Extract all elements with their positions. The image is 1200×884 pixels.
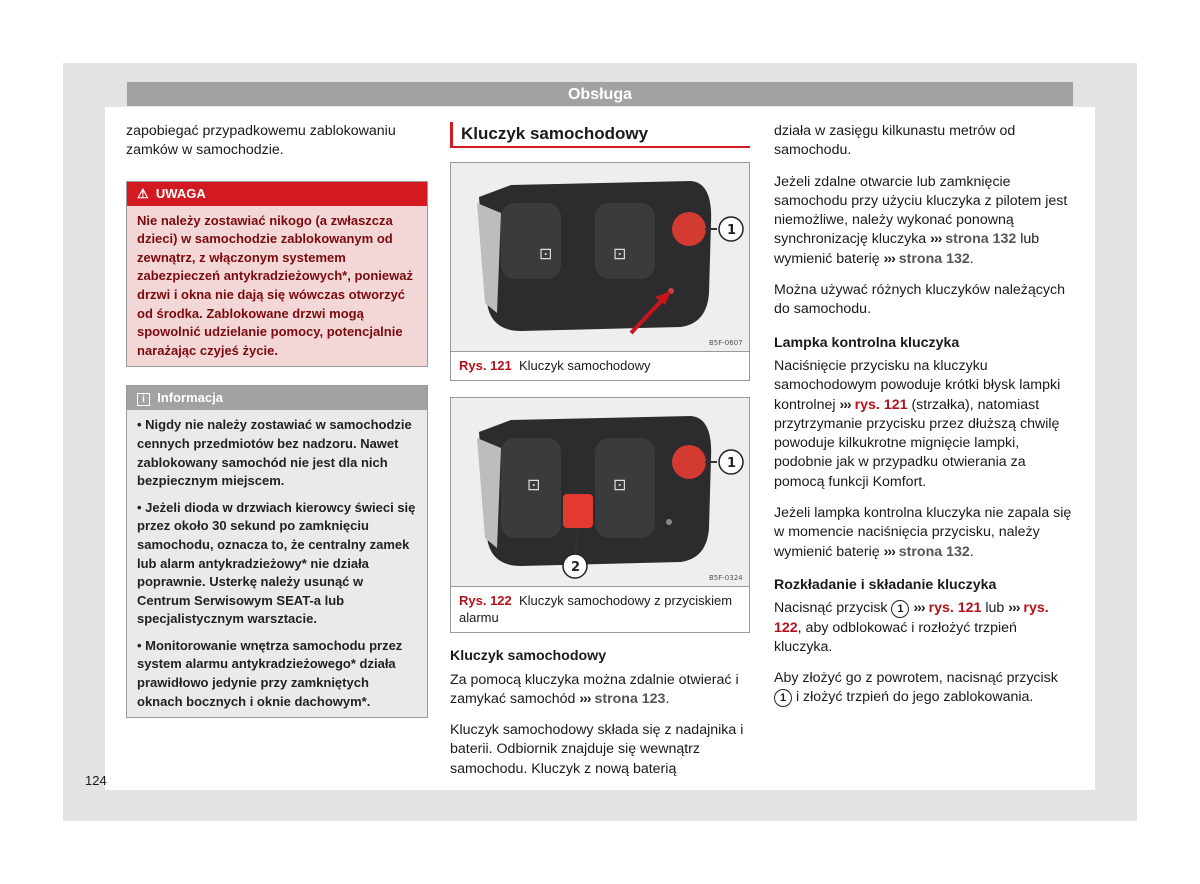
subsection-title: Lampka kontrolna kluczyka [774, 334, 960, 351]
column-middle [450, 122, 750, 791]
figure-caption-text: Kluczyk samochodowy [519, 358, 651, 374]
figure-label: Rys. 122 [459, 593, 512, 609]
svg-text:⊡: ⊡ [613, 475, 627, 495]
figure-caption [451, 352, 749, 380]
link-strona-132[interactable]: strona 132 [898, 543, 970, 560]
warning-text: Nie należy zostawiać nikogo (a zwłaszcza dzieci) w samochodzie zablokowanym od zewnątrz, z włączonym systemem zabezpieczeń antykradzieżowych*, ponieważ drzwi i okna nie dają się wówczas otworzyć od środka. Zablokowane drzwi mogą spowolnić udzielanie pomocy, potencjalnie narażając czyjeś życie. [127, 206, 427, 367]
info-item: • Monitorowanie wnętrza samochodu przez system alarmu antykradzieżowego* działa prawidłowo jedynie przy zamkniętych oknach bocznych i oknie dachowym*. [137, 637, 403, 709]
info-text [127, 410, 427, 717]
warning-title: UWAGA [155, 185, 206, 201]
link-strona-132[interactable]: strona 132 [898, 250, 970, 267]
info-title: Informacja [157, 390, 223, 406]
figure-121 [450, 162, 750, 381]
figure-label: Rys. 121 [459, 358, 512, 374]
column-left [126, 122, 428, 718]
svg-text:⊡: ⊡ [613, 244, 627, 264]
link-rys-122[interactable]: rys. 122 [774, 600, 1049, 636]
paragraph: Naciśnięcie przycisku na kluczyku samochodowym powoduje krótki błysk lampki kontrolnej ››› rys. 121 (strzałka), natomiast przytrzymanie przycisku przez dłuższą chwilę powoduje kilkukrotne mignięcie lampki, podobnie jak w przypadku otwierania za pomocą funkcji Komfort. [774, 357, 1061, 490]
intro-text: zapobiegać przypadkowemu zablokowaniu zamków w samochodzie. [126, 123, 396, 159]
figure-code: B5F-0607 [709, 339, 743, 348]
figure-caption [451, 587, 749, 632]
paragraph: Aby złożyć go z powrotem, nacisnąć przycisk 1 i złożyć trzpień do jego zablokowania. [774, 670, 1058, 706]
svg-text:⊡: ⊡ [539, 244, 553, 264]
button-1-icon: 1 [891, 600, 909, 618]
callout-1: 1 [727, 223, 737, 239]
car-key-icon [451, 163, 749, 351]
paragraph: Jeżeli zdalne otwarcie lub zamknięcie samochodu przy użyciu kluczyka z pilotem jest niemożliwe, należy wykonać ponowną synchronizację kluczyka ››› strona 132 lub wymienić baterię ››› strona 132. [774, 173, 1068, 267]
info-box [126, 385, 428, 718]
info-header [127, 386, 427, 410]
info-item: • Jeżeli dioda w drzwiach kierowcy świeci się przez około 30 sekund po zamknięciu samochodu, oznacza to, że centralny zamek lub alarm antykradzieżowy* nie działa poprawnie. Usterkę należy usunąć w Centrum Serwisowym SEAT-a lub specjalistycznym warsztacie. [137, 499, 416, 627]
figure-caption-text: Kluczyk samochodowy z przyciskiem alarmu [459, 593, 733, 626]
subsection-title: Rozkładanie i składanie kluczyka [774, 576, 997, 593]
warning-header [127, 182, 427, 206]
section-title: Kluczyk samochodowy [450, 122, 750, 148]
figure-122 [450, 397, 750, 633]
link-rys-121[interactable]: rys. 121 [928, 600, 982, 617]
page-number: 124 [85, 773, 107, 788]
paragraph: Za pomocą kluczyka można zdalnie otwierać i zamykać samochód ››› strona 123. [450, 671, 739, 707]
callout-2: 2 [571, 560, 581, 576]
key-image-2 [451, 398, 749, 587]
svg-text:⊡: ⊡ [527, 475, 541, 495]
callout-1: 1 [727, 456, 737, 472]
subsection-title: Kluczyk samochodowy [450, 648, 607, 665]
button-1-icon: 1 [774, 689, 792, 707]
figure-code: B5F-0324 [709, 574, 743, 583]
warning-box [126, 181, 428, 368]
paragraph: Jeżeli lampka kontrolna kluczyka nie zapala się w momencie naciśnięcia przycisku, należy wymienić baterię ››› strona 132. [774, 505, 1072, 560]
link-strona-123[interactable]: strona 123 [594, 690, 666, 707]
column-right [774, 122, 1074, 720]
paragraph: Kluczyk samochodowy składa się z nadajnika i baterii. Odbiornik znajduje się wewnątrz samochodu. Kluczyk z nową baterią [450, 722, 744, 777]
section-header: Obsługa [127, 82, 1073, 106]
paragraph: działa w zasięgu kilkunastu metrów od samochodu. [774, 123, 1016, 159]
car-key-alarm-icon [451, 398, 749, 586]
link-strona-132[interactable]: strona 132 [945, 231, 1017, 248]
warning-icon: ⚠ [137, 185, 149, 201]
paragraph: Można używać różnych kluczyków należących do samochodu. [774, 282, 1065, 318]
link-rys-121[interactable]: rys. 121 [854, 396, 908, 413]
key-image-1 [451, 163, 749, 352]
info-item: • Nigdy nie należy zostawiać w samochodzie cennych przedmiotów bez nadzoru. Nawet zablokowany samochód nie jest dla nich bezpiecznym miejscem. [137, 417, 412, 489]
info-icon: i [137, 393, 150, 406]
paragraph: Nacisnąć przycisk 1 ››› rys. 121 lub ››› rys. 122, aby odblokować i rozłożyć trzpień kluczyka. [774, 600, 1049, 655]
